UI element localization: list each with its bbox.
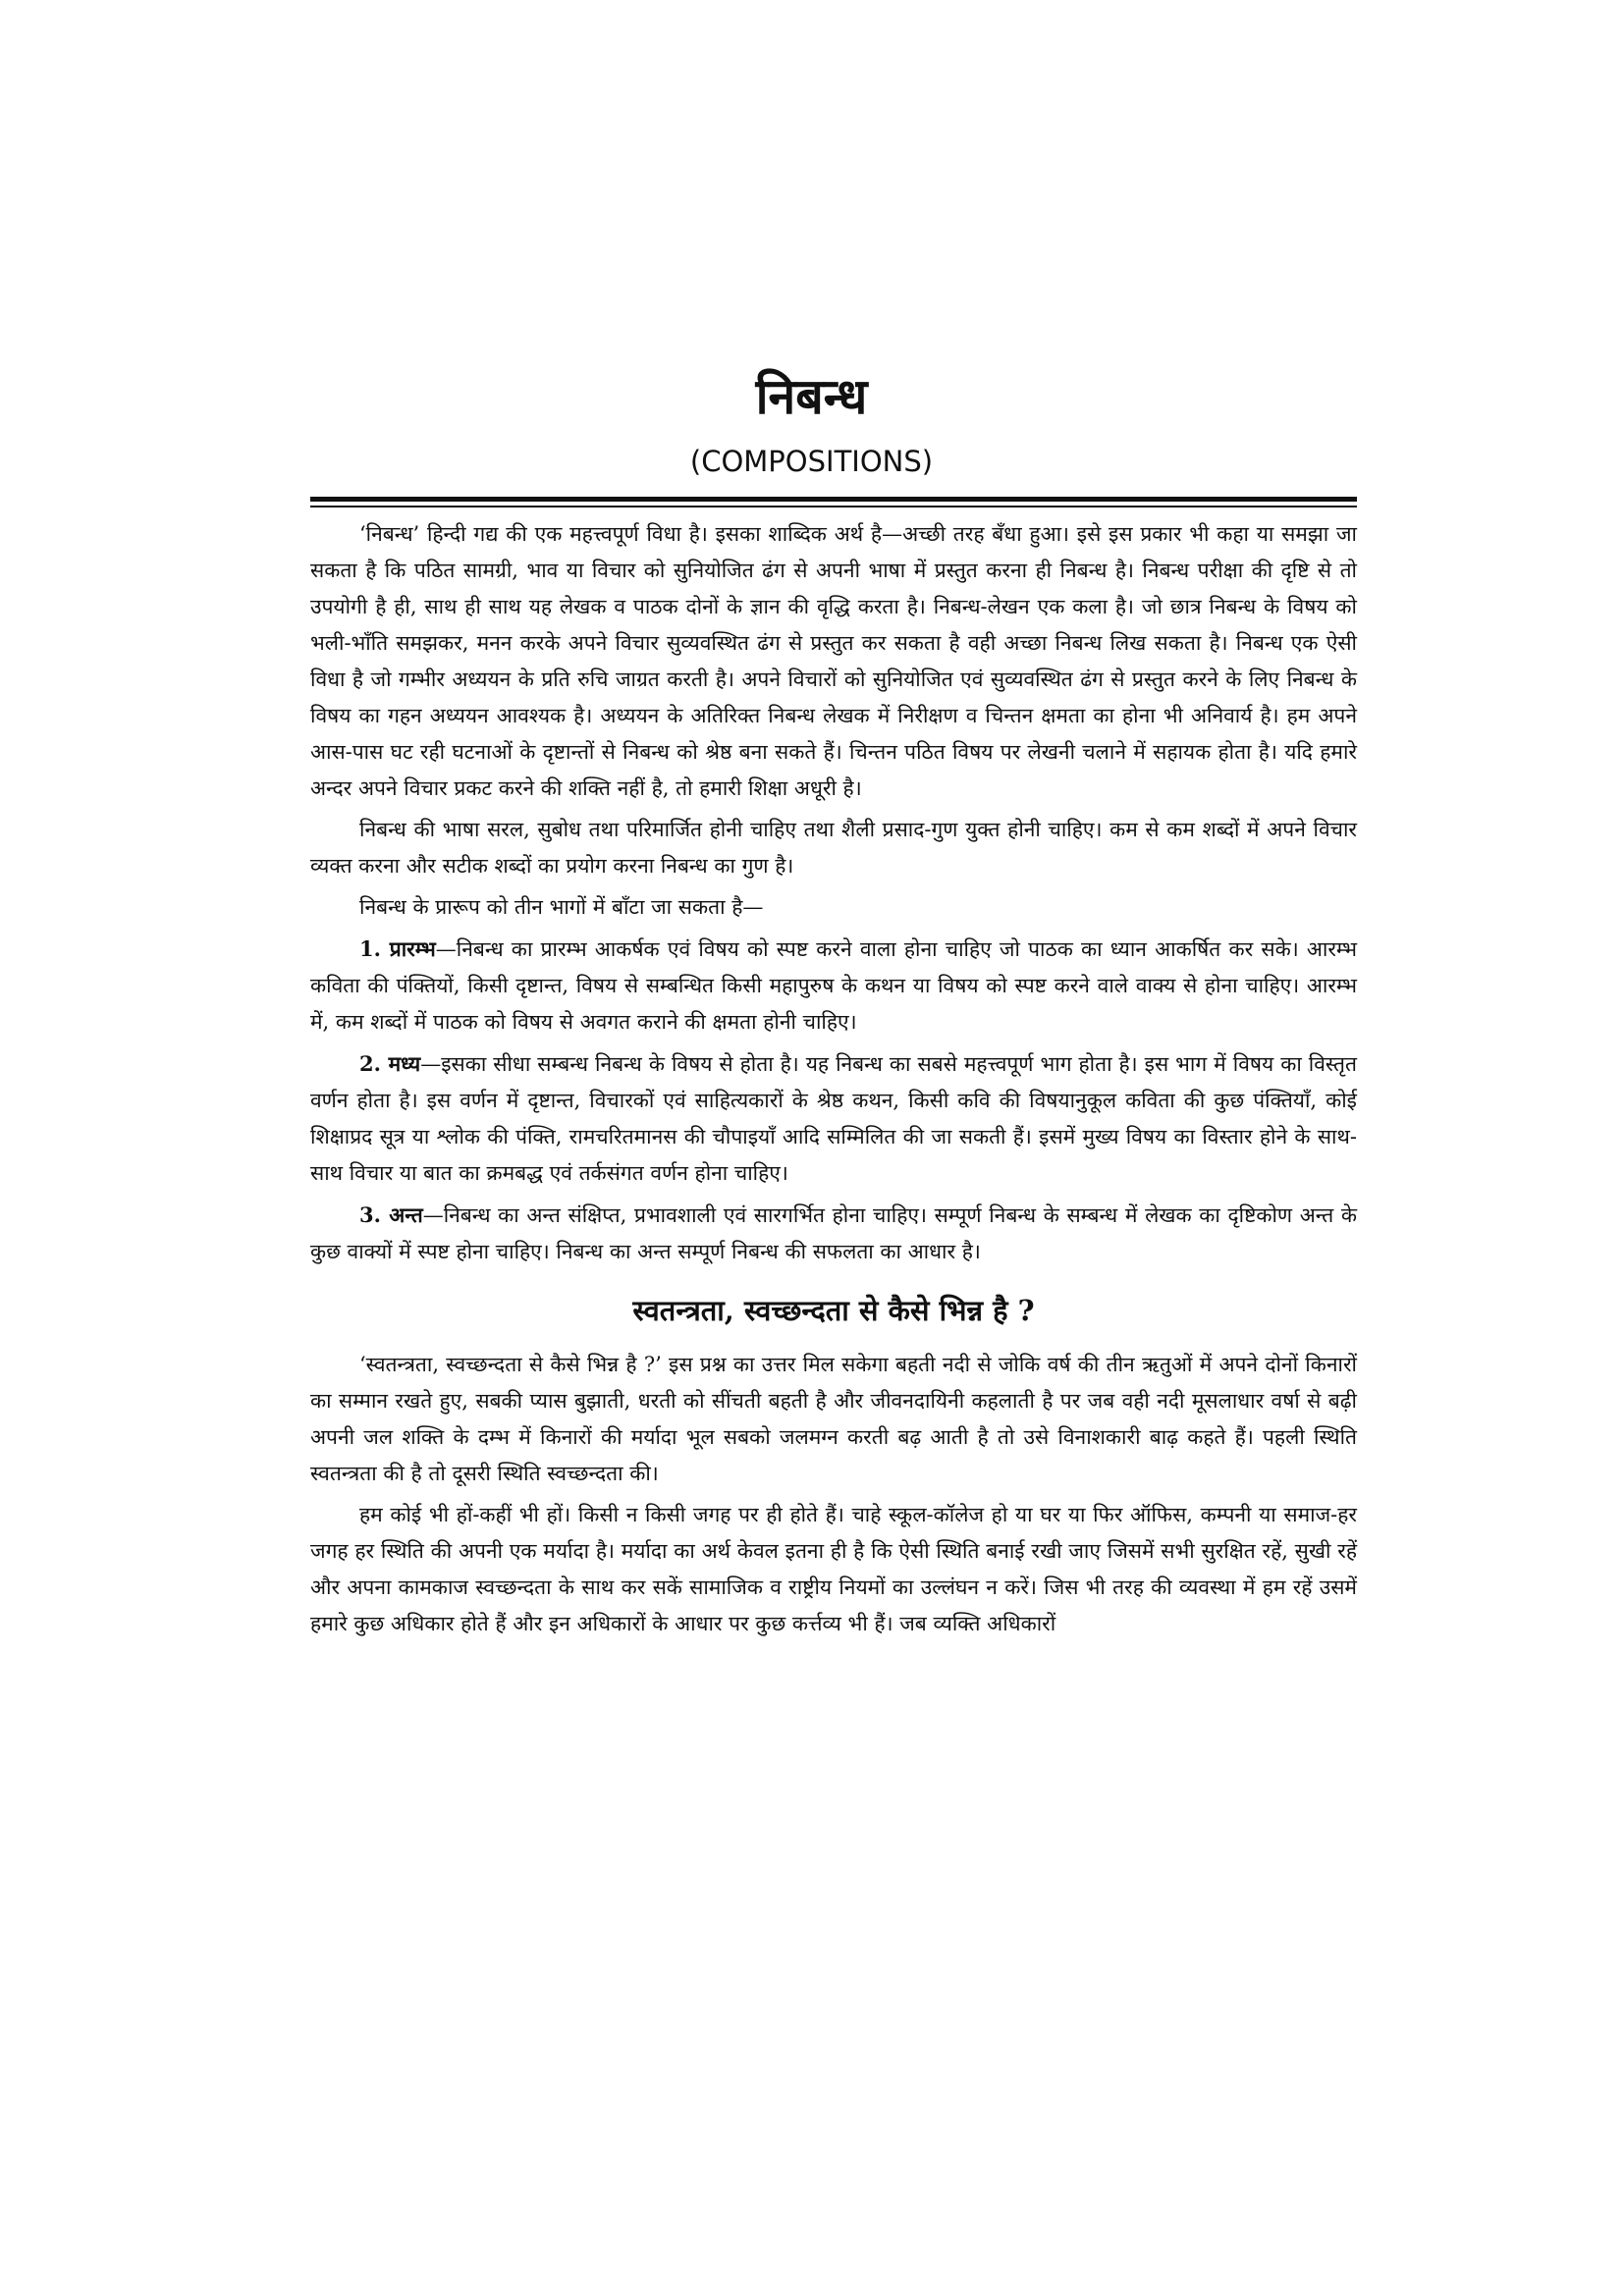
title-rule-thin [310,506,1357,507]
page-title: निबन्ध [755,367,868,425]
body-text [310,516,1357,1647]
part-text-middle: —इसका सीधा सम्बन्ध निबन्ध के विषय से होता है। यह निबन्ध का सबसे महत्त्वपूर्ण भाग होता है। इस भाग में विषय का विस्तृत वर्णन होता है। इस वर्णन में दृष्टान्त, विचारकों एवं साहित्यकारों के श्रेष्ठ कथन, किसी कवि की विषयानुकूल कविता की कुछ पंक्तियाँ, कोई शिक्षाप्रद सूत्र या श्लोक की पंक्ति, रामचरितमानस की चौपाइयाँ आदि सम्मिलित की जा सकती हैं। इसमें मुख्य विषय का विस्तार होने के साथ-साथ विचार या बात का क्रमबद्ध एवं तर्कसंगत वर्णन होना चाहिए। [310,1052,1357,1185]
page-subtitle: (COMPOSITIONS) [689,445,934,478]
part-term-end: 3. अन्त [359,1202,423,1227]
intro-paragraph-2: निबन्ध की भाषा सरल, सुबोध तथा परिमार्जित होनी चाहिए तथा शैली प्रसाद-गुण युक्त होनी चाहिए। कम से कम शब्दों में अपने विचार व्यक्त करना और सटीक शब्दों का प्रयोग करना निबन्ध का गुण है। [310,818,1357,878]
intro-paragraph-1: ‘निबन्ध’ हिन्दी गद्य की एक महत्त्वपूर्ण विधा है। इसका शाब्दिक अर्थ है—अच्छी तरह बँधा हुआ। इसे इस प्रकार भी कहा या समझा जा सकता है कि पठित सामग्री, भाव या विचार को सुनियोजित ढंग से अपनी भाषा में प्रस्तुत करना ही निबन्ध है। निबन्ध परीक्षा की दृष्टि से तो उपयोगी है ही, साथ ही साथ यह लेखक व पाठक दोनों के ज्ञान की वृद्धि करता है। निबन्ध-लेखन एक कला है। जो छात्र निबन्ध के विषय को भली-भाँति समझकर, मनन करके अपने विचार सुव्यवस्थित ढंग से प्रस्तुत कर सकता है वही अच्छा निबन्ध लिख सकता है। निबन्ध एक ऐसी विधा है जो गम्भीर अध्ययन के प्रति रुचि जाग्रत करती है। अपने विचारों को सुनियोजित एवं सुव्यवस्थित ढंग से प्रस्तुत करने के लिए निबन्ध के विषय का गहन अध्ययन आवश्यक है। अध्ययन के अतिरिक्त निबन्ध लेखक में निरीक्षण व चिन्तन क्षमता का होना भी अनिवार्य है। हम अपने आस-पास घट रही घटनाओं के दृष्टान्तों से निबन्ध को श्रेष्ठ बना सकते हैं। चिन्तन पठित विषय पर लेखनी चलाने में सहायक होता है। यदि हमारे अन्दर अपने विचार प्रकट करने की शक्ति नहीं है, तो हमारी शिक्षा अधूरी है। [310,522,1357,800]
essay-heading: स्वतन्त्रता, स्वच्छन्दता से कैसे भिन्न है ? [632,1294,1035,1327]
title-rule-thick [310,497,1357,502]
part-term-beginning: 1. प्रारम्भ [359,936,436,961]
part-paragraph-middle [310,1045,1357,1192]
part-paragraph-end [310,1197,1357,1270]
part-text-beginning: —निबन्ध का प्रारम्भ आकर्षक एवं विषय को स्पष्ट करने वाला होना चाहिए जो पाठक का ध्यान आकर्षित कर सके। आरम्भ कविता की पंक्तियों, किसी दृष्टान्त, विषय से सम्बन्धित किसी महापुरुष के कथन या विषय को स्पष्ट करने वाले वाक्य से होना चाहिए। आरम्भ में, कम शब्दों में पाठक को विषय से अवगत कराने की क्षमता होनी चाहिए। [310,937,1357,1034]
part-term-middle: 2. मध्य [359,1051,421,1076]
essay-paragraph-1: ‘स्वतन्त्रता, स्वच्छन्दता से कैसे भिन्न है ?’ इस प्रश्न का उत्तर मिल सकेगा बहती नदी से जोकि वर्ष की तीन ऋतुओं में अपने दोनों किनारों का सम्मान रखते हुए, सबकी प्यास बुझाती, धरती को सींचती बहती है और जीवनदायिनी कहलाती है पर जब वही नदी मूसलाधार वर्षा से बढ़ी अपनी जल शक्ति के दम्भ में किनारों की मर्यादा भूल सबको जलमग्न करती बढ़ आती है तो उसे विनाशकारी बाढ़ कहते हैं। पहली स्थिति स्वतन्त्रता की है तो दूसरी स्थिति स्वच्छन्दता की। [310,1353,1357,1485]
part-paragraph-beginning [310,931,1357,1041]
intro-paragraph-3: निबन्ध के प्रारूप को तीन भागों में बाँटा जा सकता है— [359,895,764,919]
essay-paragraph-2: हम कोई भी हों-कहीं भी हों। किसी न किसी जगह पर ही होते हैं। चाहे स्कूल-कॉलेज हो या घर या फिर ऑफिस, कम्पनी या समाज-हर जगह हर स्थिति की अपनी एक मर्यादा है। मर्यादा का अर्थ केवल इतना ही है कि ऐसी स्थिति बनाई रखी जाए जिसमें सभी सुरक्षित रहें, सुखी रहें और अपना कामकाज स्वच्छन्दता के साथ कर सकें सामाजिक व राष्ट्रीय नियमों का उल्लंघन न करें। जिस भी तरह की व्यवस्था में हम रहें उसमें हमारे कुछ अधिकार होते हैं और इन अधिकारों के आधार पर कुछ कर्त्तव्य भी हैं। जब व्यक्ति अधिकारों [310,1503,1357,1635]
part-text-end: —निबन्ध का अन्त संक्षिप्त, प्रभावशाली एवं सारगर्भित होना चाहिए। सम्पूर्ण निबन्ध के सम्बन्ध में लेखक का दृष्टिकोण अन्त के कुछ वाक्यों में स्पष्ट होना चाहिए। निबन्ध का अन्त सम्पूर्ण निबन्ध की सफलता का आधार है। [310,1203,1357,1263]
